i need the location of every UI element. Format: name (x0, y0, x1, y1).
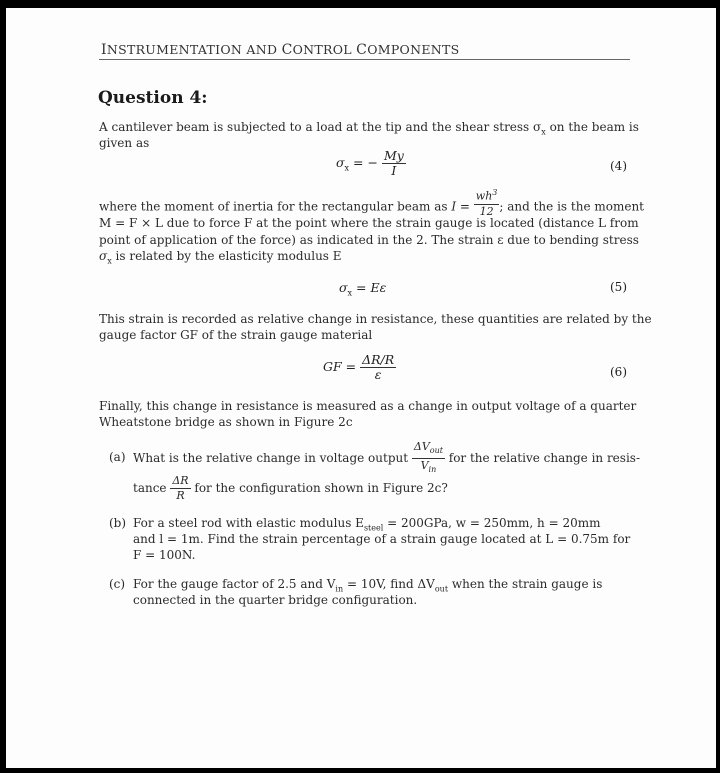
eq6-denominator: ε (374, 367, 382, 382)
eq6-numerator: ΔR/R (362, 352, 395, 367)
para2-sigma-sub: x (107, 256, 112, 266)
para1-line1-text: A cantilever beam is subjected to a load at the tip and the shear stress σ (99, 120, 542, 134)
eq6-lhs: GF = (323, 359, 361, 374)
part-c-l1-end: when the strain gauge is (448, 577, 603, 591)
header-part-1: NSTRUMENTATION AND (106, 42, 282, 57)
para4-line2: Wheatstone bridge as shown in Figure 2c (99, 415, 353, 429)
para3-line2: gauge factor GF of the strain gauge material (99, 328, 373, 342)
equation-4 (336, 149, 406, 178)
eq6-number: (6) (610, 365, 627, 379)
part-b-l1-end: = 200GPa, w = 250mm, h = 20mm (383, 516, 601, 530)
part-c-label: (c) (109, 577, 126, 591)
eq4-denominator: I (391, 163, 397, 178)
voltage-denominator: V (420, 459, 429, 473)
part-b-steel-sub: steel (363, 523, 384, 533)
para3-line1: This strain is recorded as relative change in resistance, these quantities are related by the (99, 312, 652, 326)
para2-line2: M = F × L due to force F at the point where the strain gauge is located (distance L from (99, 216, 639, 230)
part-b-line2: and l = 1m. Find the strain percentage of a strain gauge located at L = 0.75m for (133, 532, 631, 546)
question-title: Question 4: (98, 88, 208, 108)
inertia-exponent: 3 (492, 188, 498, 197)
eq4-fraction (382, 149, 406, 178)
eq4-sub: x (344, 163, 350, 173)
resistance-ratio-fraction (170, 474, 190, 503)
eq4-sigma: σ (336, 155, 345, 170)
document-page (6, 8, 716, 768)
eq4-number: (4) (610, 159, 627, 173)
eq5-sub: x (347, 288, 353, 298)
inertia-denominator: 12 (479, 204, 494, 218)
voltage-ratio-fraction (412, 440, 445, 477)
header-cap-3: C (356, 42, 368, 58)
eq6-fraction (360, 353, 396, 382)
part-a-line2 (133, 474, 448, 503)
para2-line1 (99, 186, 644, 219)
part-c-l1-text: For the gauge factor of 2.5 and V (133, 577, 336, 591)
equation-6 (323, 353, 396, 382)
header-rule (99, 59, 630, 60)
header-part-2: ONTROL (292, 42, 357, 57)
eq5-sigma: σ (339, 280, 348, 295)
resistance-numerator: ΔR (172, 474, 189, 487)
part-a-l2-end: for the configuration shown in Figure 2c? (190, 481, 448, 495)
voltage-numerator-sub: out (429, 446, 443, 456)
para2-sigma: σ (99, 249, 108, 263)
part-b-label: (b) (109, 516, 127, 530)
para1-line1-end: on the beam is (545, 120, 639, 134)
inertia-numerator: wh (475, 189, 493, 203)
header-cap-1: I (101, 42, 107, 58)
para1-line2: given as (99, 136, 150, 150)
part-b-line3: F = 100N. (133, 548, 196, 562)
para2-l4-text: is related by the elasticity modulus E (111, 249, 342, 263)
part-a-label: (a) (109, 450, 126, 464)
part-c-line2: connected in the quarter bridge configuration. (133, 593, 418, 607)
part-c-vout-sub: out (434, 584, 449, 594)
part-a-l1-end: for the relative change in resis- (444, 451, 640, 466)
eq5-rest: = Eε (352, 280, 387, 295)
para2-line4 (99, 248, 342, 269)
voltage-denominator-sub: in (428, 465, 437, 475)
running-header (101, 42, 460, 58)
para1-sigma-sub: x (541, 127, 546, 137)
part-b-l1-text: For a steel rod with elastic modulus E (133, 516, 364, 530)
para2-l1-start: where the moment of inertia for the rectangular beam as (99, 199, 452, 214)
part-a-l1-start: What is the relative change in voltage output (133, 451, 412, 466)
voltage-numerator: ΔV (413, 440, 430, 453)
para2-I: I (451, 199, 457, 214)
eq4-equals: = − (349, 155, 378, 170)
equation-5 (339, 280, 386, 298)
part-c-vin-sub: in (335, 584, 344, 594)
header-part-3: OMPONENTS (367, 42, 460, 57)
para2-l1-end: ; and the is the moment (499, 199, 644, 214)
part-c-l1-mid: = 10V, find ΔV (343, 577, 435, 591)
part-a-l2-start: tance (133, 481, 171, 495)
resistance-denominator: R (176, 489, 185, 502)
para2-line3: point of application of the force) as indicated in the 2. The strain ε due to bending stress (99, 233, 639, 247)
eq4-numerator: My (383, 148, 404, 163)
para1-line1 (99, 119, 639, 140)
header-cap-2: C (281, 42, 293, 58)
eq5-number: (5) (610, 280, 627, 294)
part-a-line1 (133, 440, 640, 477)
para2-equals: = (456, 199, 474, 214)
inertia-fraction (474, 186, 500, 219)
para4-line1: Finally, this change in resistance is measured as a change in output voltage of a quarter (99, 399, 637, 413)
